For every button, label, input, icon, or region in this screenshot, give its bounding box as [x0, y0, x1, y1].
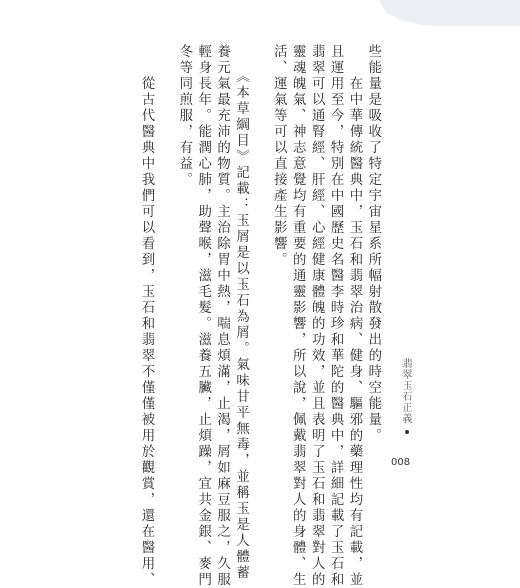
text-column: 在中華傳統醫典中，玉石和翡翠治病、健身、驅邪的藥理性均有記載，並: [346, 44, 362, 588]
text-column: 靈魂魄氣、神志意覺均有重要的通靈影響，所以說，佩戴翡翠對人的身體、生: [290, 44, 306, 588]
running-head: 翡翠玉石正義: [400, 358, 411, 424]
text-column: 《本草綱目》記載：玉屑是以玉石為屑。氣味甘平無毒，並稱玉是人體蓄: [233, 44, 249, 582]
text-column: 養元氣最充沛的物質。主治除胃中熱，喘息煩滿，止渴，屑如麻豆服之，久服: [214, 44, 230, 588]
text-column: 翡翠可以通腎經、肝經、心經健康體魄的功效，並且表明了玉石和翡翠對人的: [309, 44, 325, 588]
text-column: 冬等同煎服，有益。: [176, 44, 192, 188]
text-column: 些能量是吸收了特定宇宙星系所幅射散發出的時空能量。: [365, 44, 381, 444]
corner-tab: [380, 0, 520, 26]
text-column: 且運用至今，特別在中國歷史名醫李時珍和華陀的醫典中，詳細記載了玉石和: [328, 44, 344, 588]
body-text: [139, 44, 381, 588]
text-column: 從古代醫典中我們可以看到，玉石和翡翠不僅僅被用於觀賞，還在醫用、: [139, 44, 154, 588]
text-column: 活、運氣等可以直接產生影響。: [271, 44, 287, 268]
bullet-dot: [405, 430, 409, 434]
text-column: 輕身長年。能潤心肺，助聲喉，滋毛髮。滋養五臟，止煩躁，宜共金銀、麥門: [195, 44, 211, 588]
page-number: 008: [391, 457, 411, 468]
